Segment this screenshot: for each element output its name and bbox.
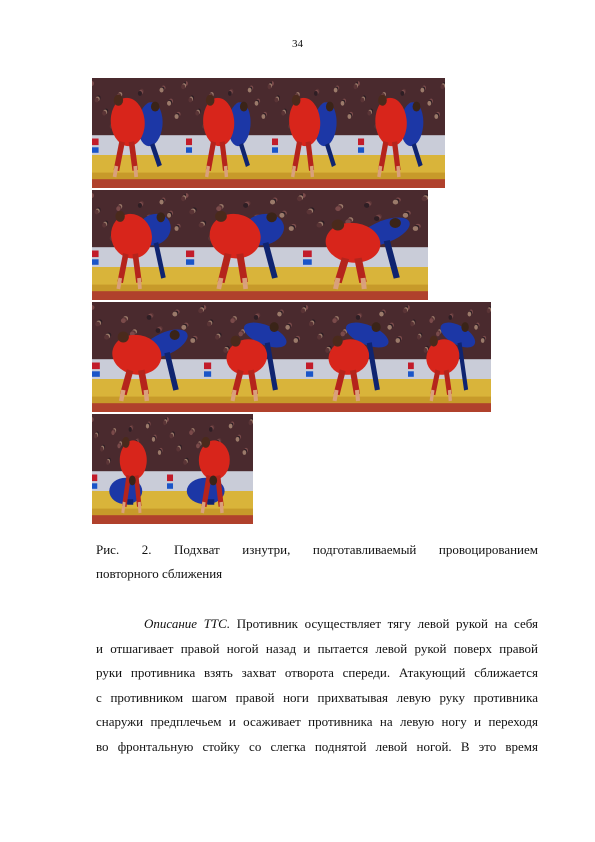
- text-line: и отшагивает правой ногой назад и пытается левой рукой поверх правой: [96, 640, 538, 656]
- photo-frame: [358, 78, 445, 188]
- photo-frame: [186, 190, 303, 300]
- photo-frame: [92, 302, 204, 412]
- photo-frame: [167, 414, 253, 524]
- photo-frame: [272, 78, 358, 188]
- text-line: [96, 612, 538, 637]
- text-line: руки противника взять захват отворота спереди. Атакующий сближается: [96, 665, 538, 680]
- photo-frame: [408, 302, 491, 412]
- body-paragraph: [96, 612, 538, 759]
- photo-frame: [92, 78, 186, 188]
- photo-frame: [92, 190, 186, 300]
- figure-caption-line1: Рис. 2. Подхват изнутри, подготавливаемый провоцированием: [96, 542, 538, 557]
- page-number: 34: [292, 38, 303, 50]
- photo-frame: [306, 302, 408, 412]
- photo-frame: [186, 78, 272, 188]
- text-line: во фронтальную стойку со слегка поднятой левой ногой. В это время: [96, 738, 538, 754]
- text-line-rest: Противник осуществляет тягу левой рукой на себя: [230, 616, 539, 631]
- photo-frame: [92, 414, 167, 524]
- photo-frame: [204, 302, 306, 412]
- figure-caption-line2: повторного сближения: [96, 566, 223, 581]
- text-line: снаружи предплечьем и осаживает противника на левую ногу и переходя: [96, 714, 538, 729]
- paragraph-lead: Описание ТТС.: [144, 616, 231, 631]
- text-line: с противником шагом правой ноги прихватывая левую руку противника: [96, 689, 538, 705]
- photo-frame: [303, 190, 428, 300]
